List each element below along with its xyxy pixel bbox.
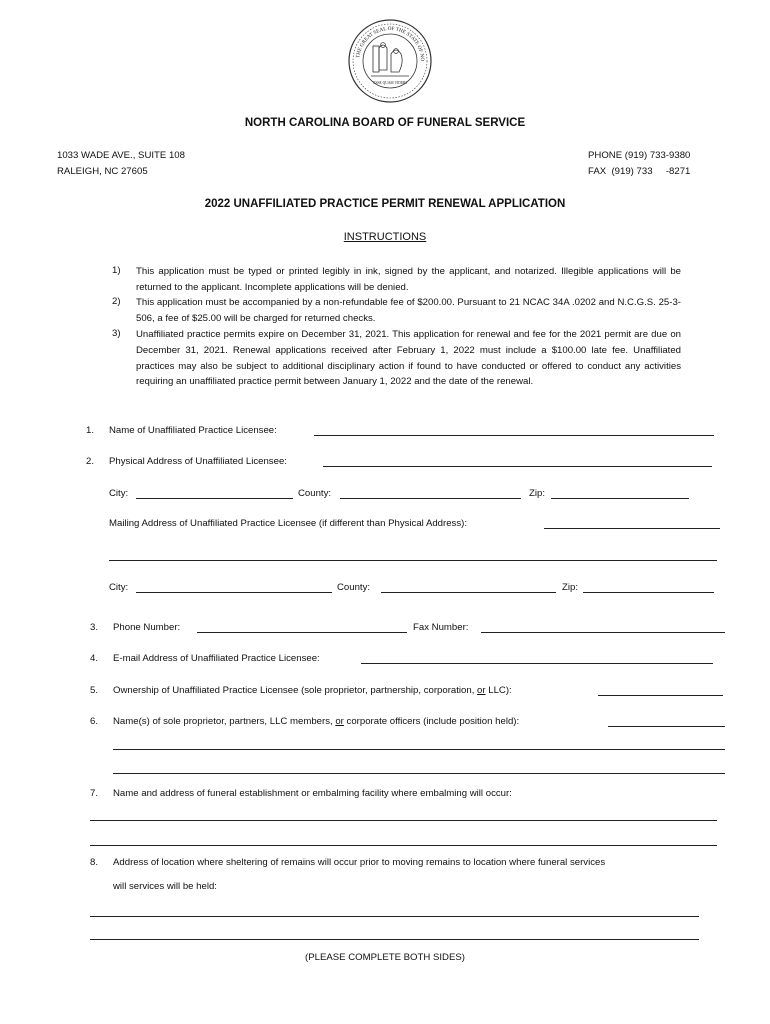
address-line-2: RALEIGH, NC 27605 bbox=[57, 166, 148, 177]
ownership-label-b: LLC): bbox=[485, 685, 512, 696]
question-number: 8. bbox=[90, 857, 99, 868]
instructions-heading: INSTRUCTIONS bbox=[343, 231, 427, 243]
or-text: or bbox=[335, 716, 344, 727]
address-line-1: 1033 WADE AVE., SUITE 108 bbox=[57, 150, 185, 161]
sheltering-location-label: Address of location where sheltering of remains will occur prior to moving remains to location where funeral services bbox=[113, 857, 606, 868]
licensee-name-label: Name of Unaffiliated Practice Licensee: bbox=[109, 425, 277, 436]
licensee-name-field[interactable] bbox=[314, 435, 714, 436]
state-seal-icon bbox=[347, 18, 433, 104]
fax-number-field[interactable] bbox=[481, 632, 725, 633]
fax-text: FAX (919) 733 -8271 bbox=[588, 166, 691, 177]
ownership-label bbox=[113, 685, 512, 696]
city-label: City: bbox=[109, 582, 129, 593]
physical-address-label: Physical Address of Unaffiliated Licensee: bbox=[109, 456, 287, 467]
officers-field-2[interactable] bbox=[113, 749, 725, 750]
fax-number-label: Fax Number: bbox=[413, 622, 469, 633]
question-number: 7. bbox=[90, 788, 99, 799]
question-number: 2. bbox=[86, 456, 95, 467]
mailing-city-field[interactable] bbox=[136, 592, 332, 593]
county-label: County: bbox=[298, 488, 332, 499]
embalming-facility-field-2[interactable] bbox=[90, 845, 717, 846]
embalming-facility-field[interactable] bbox=[90, 820, 717, 821]
physical-address-field[interactable] bbox=[323, 466, 712, 467]
question-number: 5. bbox=[90, 685, 99, 696]
instruction-item: Unaffiliated practice permits expire on December 31, 2021. This application for renewal and fee for the 2021 permit are due on December 31, 2021. Renewal applications received after February 1, 2022 must include a $100.00 late fee. Unaffiliated practices may also be subject to additional disciplinary action if found to have conducted or offered to conduct any activities requiring an unaffiliated practice permit between January 1, 2022 and the date of the renewal. bbox=[136, 329, 681, 388]
mailing-address-field[interactable] bbox=[544, 528, 720, 529]
or-text: or bbox=[477, 685, 486, 696]
county-label: County: bbox=[337, 582, 371, 593]
phone-text: PHONE (919) 733-9380 bbox=[588, 150, 691, 161]
embalming-facility-label: Name and address of funeral establishment or embalming facility where embalming will occur: bbox=[113, 788, 512, 799]
email-field[interactable] bbox=[361, 663, 713, 664]
ownership-label-a: Ownership of Unaffiliated Practice Licensee (sole proprietor, partnership, corporation, bbox=[113, 685, 478, 696]
city-label: City: bbox=[109, 488, 129, 499]
zip-label: Zip: bbox=[529, 488, 545, 499]
officers-label bbox=[113, 716, 519, 727]
sheltering-location-field-2[interactable] bbox=[90, 939, 699, 940]
mailing-address-field-2[interactable] bbox=[109, 560, 717, 561]
mailing-zip-field[interactable] bbox=[583, 592, 714, 593]
question-number: 4. bbox=[90, 653, 99, 664]
svg-text:THE GREAT SEAL OF THE STATE OF: THE GREAT SEAL OF THE STATE OF NO bbox=[355, 25, 426, 62]
question-number: 3. bbox=[90, 622, 99, 633]
phone-number-label: Phone Number: bbox=[113, 622, 181, 633]
city-field[interactable] bbox=[136, 498, 293, 499]
county-field[interactable] bbox=[340, 498, 521, 499]
sheltering-location-label-2: will services will be held: bbox=[113, 881, 217, 892]
question-number: 6. bbox=[90, 716, 99, 727]
board-name: NORTH CAROLINA BOARD OF FUNERAL SERVICE bbox=[244, 117, 526, 129]
officers-field-3[interactable] bbox=[113, 773, 725, 774]
zip-field[interactable] bbox=[551, 498, 689, 499]
mailing-county-field[interactable] bbox=[381, 592, 556, 593]
footer-note: (PLEASE COMPLETE BOTH SIDES) bbox=[305, 952, 465, 963]
question-number: 1. bbox=[86, 425, 95, 436]
page-title: 2022 UNAFFILIATED PRACTICE PERMIT RENEWAL APPLICATION bbox=[204, 198, 566, 210]
sheltering-location-field[interactable] bbox=[90, 916, 699, 917]
officers-label-b: corporate officers (include position held): bbox=[343, 716, 520, 727]
instruction-item: This application must be typed or printed legibly in ink, signed by the applicant, and notarized. Illegible applications will be returned to the applicant. Incomplete applications will be denied. bbox=[136, 266, 681, 293]
mailing-address-label: Mailing Address of Unaffiliated Practice Licensee (if different than Physical Address): bbox=[109, 518, 467, 529]
svg-text:ESSE QUAM VIDERI: ESSE QUAM VIDERI bbox=[373, 81, 407, 85]
zip-label: Zip: bbox=[562, 582, 578, 593]
instruction-number: 1) bbox=[112, 265, 121, 276]
officers-field[interactable] bbox=[608, 726, 725, 727]
email-label: E-mail Address of Unaffiliated Practice Licensee: bbox=[113, 653, 320, 664]
officers-label-a: Name(s) of sole proprietor, partners, LLC members, bbox=[113, 716, 336, 727]
instruction-number: 3) bbox=[112, 328, 121, 339]
instruction-number: 2) bbox=[112, 296, 121, 307]
phone-number-field[interactable] bbox=[197, 632, 407, 633]
ownership-field[interactable] bbox=[598, 695, 723, 696]
instruction-item: This application must be accompanied by a non-refundable fee of $200.00. Pursuant to 21 NCAC 34A .0202 and N.C.G.S. 25-3-506, a fee of $25.00 will be charged for returned checks. bbox=[136, 297, 681, 324]
